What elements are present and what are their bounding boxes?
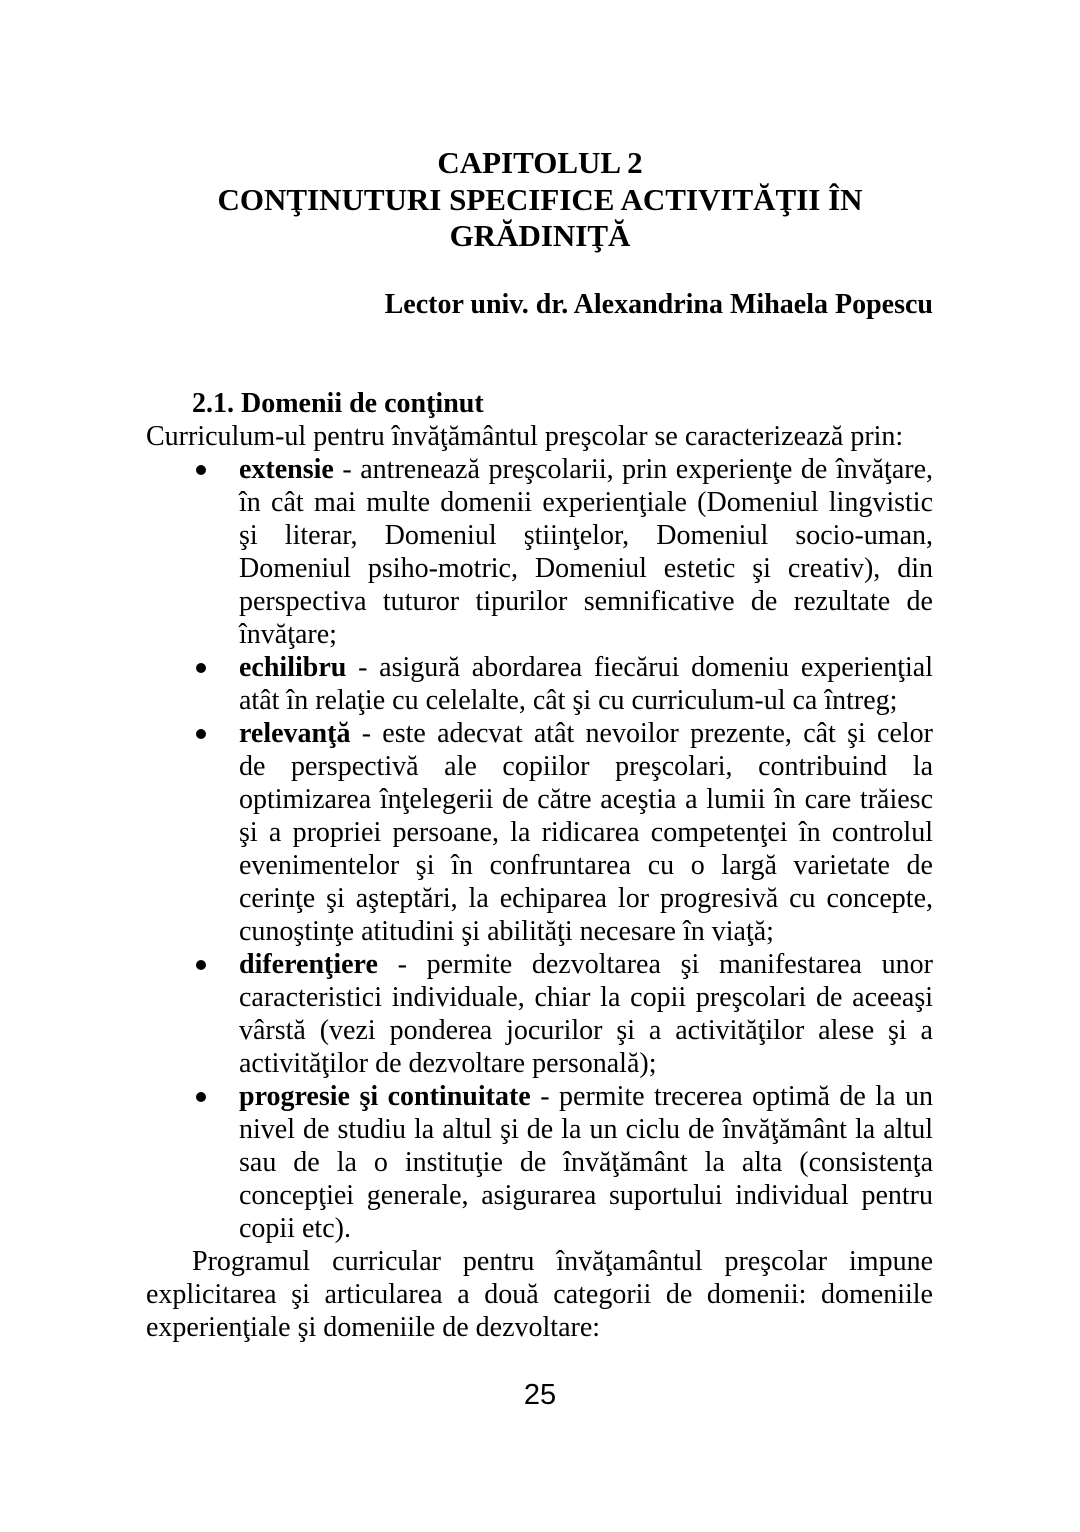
text-line <box>239 1080 933 1113</box>
text-line: activităţilor de dezvoltare personală); <box>239 1048 657 1079</box>
text-line: copii etc). <box>239 1213 351 1244</box>
text-line <box>239 717 933 750</box>
text-line: perspectiva tuturor tipurilor semnificative de rezultate de <box>239 586 933 617</box>
text-line <box>239 651 933 684</box>
chapter-title-line-1: CONŢINUTURI SPECIFICE ACTIVITĂŢII ÎN <box>217 181 863 217</box>
page-number: 25 <box>523 1379 557 1411</box>
text-line <box>239 453 933 486</box>
text-line: atât în relaţie cu celelalte, cât şi cu curriculum-ul ca întreg; <box>239 685 898 716</box>
chapter-label: CAPITOLUL 2 <box>437 145 643 180</box>
chapter-title <box>0 145 1080 255</box>
bullet-icon <box>196 663 206 673</box>
text-line: nivel de studiu la altul şi de la un ciclu de învăţământ la altul <box>239 1114 933 1145</box>
bullet-term: progresie şi continuitate <box>239 1081 531 1112</box>
text-line: cerinţe şi aşteptări, la echiparea lor progresivă cu concepte, <box>239 883 933 914</box>
bullet-icon <box>196 465 206 475</box>
bullet-item-relevanta <box>239 717 933 948</box>
text-line: explicitarea şi articularea a două categorii de domenii: domeniile <box>146 1279 933 1310</box>
bullet-item-progresie-si-continuitate <box>239 1080 933 1245</box>
bullet-item-extensie <box>239 453 933 651</box>
text-span: - asigură abordarea fiecărui domeniu experienţial <box>358 652 933 683</box>
bullet-icon <box>196 1092 206 1102</box>
section-body <box>146 387 933 1344</box>
text-line: sau de la o instituţie de învăţământ la alta (consistenţa <box>239 1147 933 1178</box>
intro-line: Curriculum-ul pentru învăţământul preşcolar se caracterizează prin: <box>146 421 904 452</box>
closing-paragraph <box>146 1245 933 1344</box>
bullet-term: relevanţă <box>239 718 351 749</box>
text-line: vârstă (vezi ponderea jocurilor şi a activităţilor alese şi a <box>239 1015 933 1046</box>
text-line: Programul curricular pentru învăţamântul preşcolar impune <box>192 1246 933 1277</box>
text-line: experienţiale şi domeniile de dezvoltare: <box>146 1312 601 1343</box>
text-line: evenimentelor şi în confruntarea cu o largă varietate de <box>239 850 933 881</box>
text-span: - permite dezvoltarea şi manifestarea unor <box>397 949 933 980</box>
bullet-icon <box>196 960 206 970</box>
text-line: concepţiei generale, asigurarea suportului individual pentru <box>239 1180 933 1211</box>
bullet-item-echilibru <box>239 651 933 717</box>
text-line: şi a propriei persoane, la ridicarea competenţei în controlul <box>239 817 933 848</box>
section-heading: 2.1. Domenii de conţinut <box>192 388 484 419</box>
text-line: cunoştinţe atitudini şi abilităţi necesare în viaţă; <box>239 916 774 947</box>
text-line: învăţare; <box>239 619 337 650</box>
bullet-term: diferenţiere <box>239 949 378 980</box>
text-span: - antrenează preşcolarii, prin experienţe de învăţare, <box>342 454 934 485</box>
text-line <box>239 948 933 981</box>
chapter-title-line-2: GRĂDINIŢĂ <box>449 218 631 253</box>
bullet-icon <box>196 729 206 739</box>
text-span: - permite trecerea optimă de la un <box>540 1081 933 1112</box>
text-span: - este adecvat atât nevoilor prezente, cât şi celor <box>361 718 933 749</box>
author-line: Lector univ. dr. Alexandrina Mihaela Popescu <box>384 289 933 320</box>
text-line: Domeniul psiho-motric, Domeniul estetic şi creativ), din <box>239 553 933 584</box>
bullet-item-diferentiere <box>239 948 933 1080</box>
text-line: în cât mai multe domenii experienţiale (Domeniul lingvistic <box>239 487 933 518</box>
text-line: caracteristici individuale, chiar la copii preşcolari de aceeaşi <box>239 982 933 1013</box>
text-line: de perspectivă ale copiilor preşcolari, contribuind la <box>239 751 933 782</box>
bullet-term: echilibru <box>239 652 347 683</box>
text-line: optimizarea înţelegerii de către aceştia a lumii în care trăiesc <box>239 784 933 815</box>
bullet-term: extensie <box>239 454 334 485</box>
text-line: şi literar, Domeniul ştiinţelor, Domeniul socio-uman, <box>239 520 933 551</box>
